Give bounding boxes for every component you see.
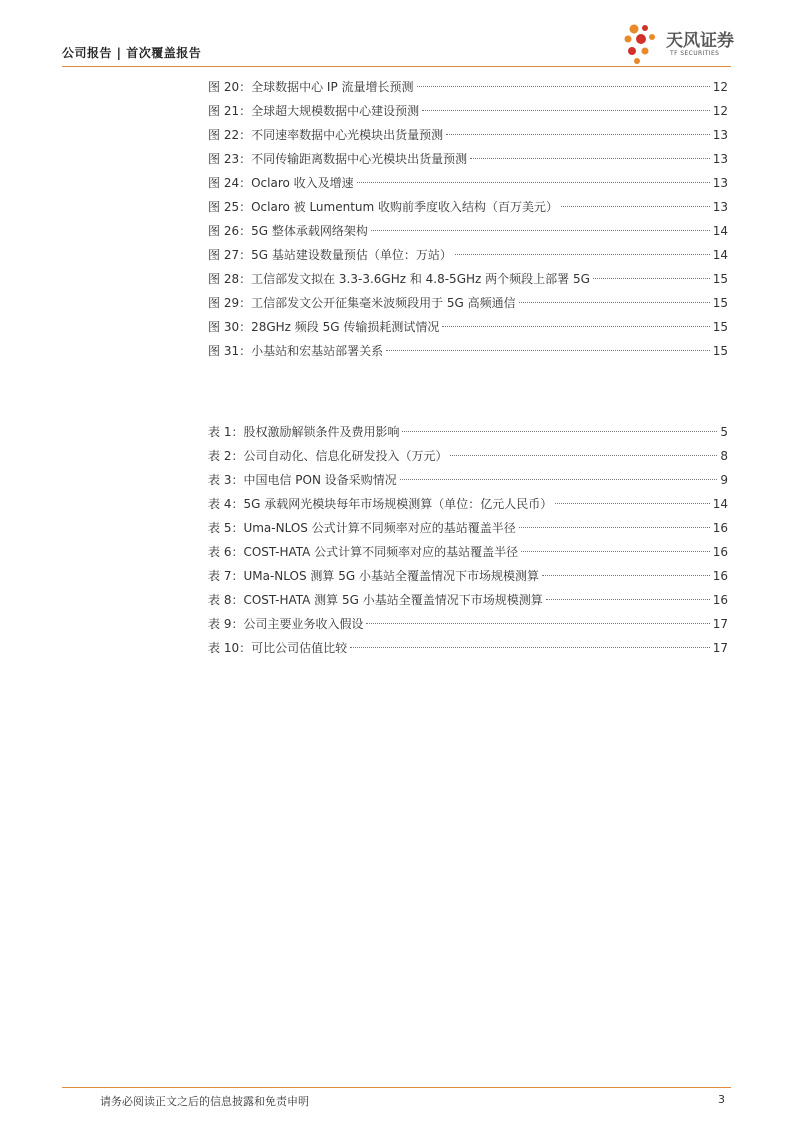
toc-dot-leader bbox=[546, 599, 710, 600]
toc-entry-label: 表 2：公司自动化、信息化研发投入（万元） bbox=[208, 449, 448, 463]
toc-entry-page: 15 bbox=[712, 320, 728, 334]
figure-toc-entry[interactable] bbox=[208, 315, 728, 339]
toc-entry-label: 表 5：Uma-NLOS 公式计算不同频率对应的基站覆盖半径 bbox=[208, 521, 516, 535]
toc-entry-label: 表 7：UMa-NLOS 测算 5G 小基站全覆盖情况下市场规模测算 bbox=[208, 569, 539, 583]
table-toc-entry[interactable] bbox=[208, 468, 728, 492]
toc-entry-page: 14 bbox=[712, 497, 728, 511]
toc-dot-leader bbox=[542, 575, 710, 576]
toc-entry-label: 表 8：COST-HATA 测算 5G 小基站全覆盖情况下市场规模测算 bbox=[208, 593, 543, 607]
toc-entry-label: 表 6：COST-HATA 公式计算不同频率对应的基站覆盖半径 bbox=[208, 545, 519, 559]
figure-toc-entry[interactable] bbox=[208, 171, 728, 195]
toc-entry-page: 16 bbox=[712, 569, 728, 583]
toc-dot-leader bbox=[422, 110, 710, 111]
toc-entry-label: 图 31：小基站和宏基站部署关系 bbox=[208, 344, 384, 358]
figure-toc-entry[interactable] bbox=[208, 339, 728, 363]
toc-entry-label: 表 10：可比公司估值比较 bbox=[208, 641, 348, 655]
toc-dot-leader bbox=[521, 551, 710, 552]
toc-dot-leader bbox=[400, 479, 718, 480]
toc-dot-leader bbox=[455, 254, 710, 255]
figure-toc-entry[interactable] bbox=[208, 195, 728, 219]
table-toc-entry[interactable] bbox=[208, 492, 728, 516]
table-toc-entry[interactable] bbox=[208, 540, 728, 564]
toc-entry-label: 图 25：Oclaro 被 Lumentum 收购前季度收入结构（百万美元） bbox=[208, 200, 559, 214]
toc-dot-leader bbox=[470, 158, 710, 159]
toc-entry-page: 16 bbox=[712, 545, 728, 559]
toc-entry-page: 13 bbox=[712, 176, 728, 190]
toc-entry-label: 图 27：5G 基站建设数量预估（单位：万站） bbox=[208, 248, 452, 262]
figure-toc-entry[interactable] bbox=[208, 147, 728, 171]
footer-divider bbox=[62, 1087, 731, 1088]
toc-entry-page: 14 bbox=[712, 224, 728, 238]
toc-dot-leader bbox=[555, 503, 710, 504]
toc-entry-page: 15 bbox=[712, 272, 728, 286]
toc-dot-leader bbox=[593, 278, 710, 279]
figure-toc-entry[interactable] bbox=[208, 75, 728, 99]
toc-dot-leader bbox=[561, 206, 710, 207]
figure-toc-entry[interactable] bbox=[208, 219, 728, 243]
table-toc-entry[interactable] bbox=[208, 612, 728, 636]
figure-list bbox=[208, 75, 728, 363]
toc-entry-label: 图 30：28GHz 频段 5G 传输损耗测试情况 bbox=[208, 320, 440, 334]
toc-dot-leader bbox=[417, 86, 710, 87]
toc-entry-page: 5 bbox=[720, 425, 728, 439]
toc-entry-label: 表 3：中国电信 PON 设备采购情况 bbox=[208, 473, 397, 487]
toc-entry-label: 图 26：5G 整体承载网络架构 bbox=[208, 224, 368, 238]
toc-entry-page: 13 bbox=[712, 200, 728, 214]
toc-entry-page: 13 bbox=[712, 128, 728, 142]
table-toc-entry[interactable] bbox=[208, 516, 728, 540]
toc-dot-leader bbox=[402, 431, 717, 432]
table-toc-entry[interactable] bbox=[208, 588, 728, 612]
toc-dot-leader bbox=[519, 527, 710, 528]
toc-dot-leader bbox=[519, 302, 710, 303]
toc-entry-page: 12 bbox=[712, 80, 728, 94]
toc-dot-leader bbox=[450, 455, 717, 456]
toc-dot-leader bbox=[350, 647, 710, 648]
toc-entry-page: 12 bbox=[712, 104, 728, 118]
toc-entry-label: 图 28：工信部发文拟在 3.3-3.6GHz 和 4.8-5GHz 两个频段上部署 5G bbox=[208, 272, 590, 286]
report-type-label: 公司报告 | 首次覆盖报告 bbox=[62, 46, 202, 60]
toc-entry-label: 图 23：不同传输距离数据中心光模块出货量预测 bbox=[208, 152, 468, 166]
table-toc-entry[interactable] bbox=[208, 444, 728, 468]
toc-dot-leader bbox=[386, 350, 710, 351]
header-divider bbox=[62, 66, 731, 67]
table-toc-entry[interactable] bbox=[208, 636, 728, 660]
toc-entry-page: 8 bbox=[720, 449, 728, 463]
toc-entry-label: 表 4：5G 承载网光模块每年市场规模测算（单位：亿元人民币） bbox=[208, 497, 553, 511]
toc-dot-leader bbox=[366, 623, 709, 624]
table-toc-entry[interactable] bbox=[208, 564, 728, 588]
toc-entry-label: 图 22：不同速率数据中心光模块出货量预测 bbox=[208, 128, 444, 142]
toc-entry-label: 表 9：公司主要业务收入假设 bbox=[208, 617, 364, 631]
figure-toc-entry[interactable] bbox=[208, 99, 728, 123]
toc-entry-page: 15 bbox=[712, 344, 728, 358]
toc-entry-label: 图 21：全球超大规模数据中心建设预测 bbox=[208, 104, 420, 118]
toc-dot-leader bbox=[371, 230, 710, 231]
toc-entry-label: 图 20：全球数据中心 IP 流量增长预测 bbox=[208, 80, 414, 94]
toc-entry-page: 16 bbox=[712, 521, 728, 535]
figure-toc-entry[interactable] bbox=[208, 291, 728, 315]
toc-entry-page: 15 bbox=[712, 296, 728, 310]
footer-disclaimer: 请务必阅读正文之后的信息披露和免责申明 bbox=[100, 1095, 309, 1108]
figure-toc-entry[interactable] bbox=[208, 267, 728, 291]
page-number: 3 bbox=[718, 1093, 725, 1106]
toc-dot-leader bbox=[446, 134, 710, 135]
toc-entry-page: 13 bbox=[712, 152, 728, 166]
toc-entry-page: 9 bbox=[720, 473, 728, 487]
toc-entry-label: 图 29：工信部发文公开征集毫米波频段用于 5G 高频通信 bbox=[208, 296, 516, 310]
company-logo bbox=[620, 20, 740, 66]
logo-text-en: TF SECURITIES bbox=[670, 50, 720, 57]
toc-entry-page: 16 bbox=[712, 593, 728, 607]
toc-entry-label: 表 1：股权激励解锁条件及费用影响 bbox=[208, 425, 400, 439]
toc-entry-page: 14 bbox=[712, 248, 728, 262]
toc-dot-leader bbox=[357, 182, 710, 183]
flower-logo-icon bbox=[620, 20, 664, 66]
figure-toc-entry[interactable] bbox=[208, 123, 728, 147]
table-list bbox=[208, 420, 728, 660]
figure-toc-entry[interactable] bbox=[208, 243, 728, 267]
table-toc-entry[interactable] bbox=[208, 420, 728, 444]
toc-entry-label: 图 24：Oclaro 收入及增速 bbox=[208, 176, 354, 190]
logo-text-cn: 天风证券 bbox=[666, 31, 734, 51]
toc-dot-leader bbox=[442, 326, 709, 327]
toc-entry-page: 17 bbox=[712, 617, 728, 631]
toc-entry-page: 17 bbox=[712, 641, 728, 655]
